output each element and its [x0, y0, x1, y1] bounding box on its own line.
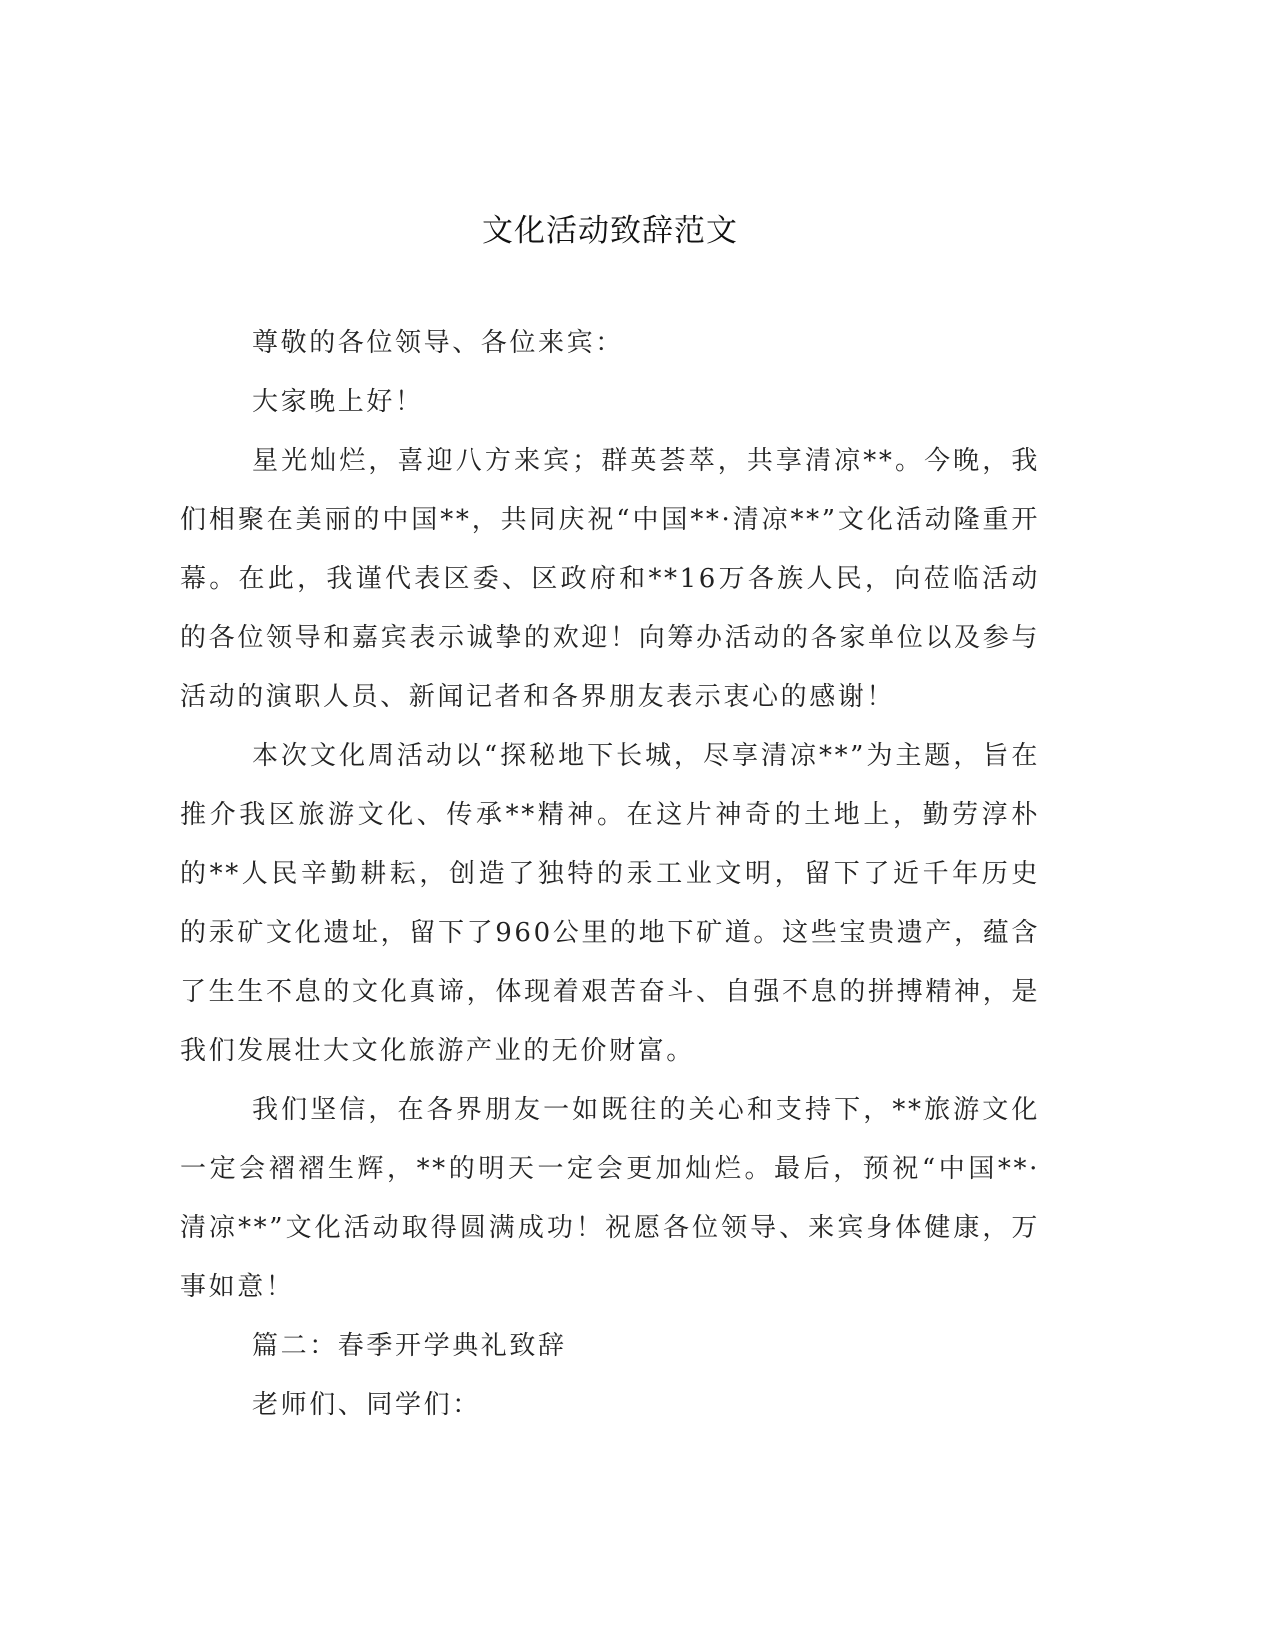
section-heading: 篇二：春季开学典礼致辞	[252, 1331, 567, 1361]
body-paragraph: 我们坚信，在各界朋友一如既往的关心和支持下，**旅游文化一定会褶褶生辉，**的明天一定会更加灿烂。最后，预祝“中国**·清凉**”文化活动取得圆满成功！祝愿各位领导、来宾身体健康，万事如意！	[180, 1095, 1040, 1302]
greeting-paragraph: 大家晚上好！	[252, 387, 424, 417]
document-title: 文化活动致辞范文	[482, 213, 738, 249]
document-page	[180, 0, 1040, 1650]
salutation-paragraph: 尊敬的各位领导、各位来宾：	[252, 328, 624, 358]
body-paragraph: 星光灿烂，喜迎八方来宾；群英荟萃，共享清凉**。今晚，我们相聚在美丽的中国**，共同庆祝“中国**·清凉**”文化活动隆重开幕。在此，我谨代表区委、区政府和**16万各族人民，向莅临活动的各位领导和嘉宾表示诚挚的欢迎！向筹办活动的各家单位以及参与活动的演职人员、新闻记者和各界朋友表示衷心的感谢！	[180, 446, 1040, 712]
document-body	[180, 314, 1040, 1435]
body-paragraph: 本次文化周活动以“探秘地下长城，尽享清凉**”为主题，旨在推介我区旅游文化、传承**精神。在这片神奇的土地上，勤劳淳朴的**人民辛勤耕耘，创造了独特的汞工业文明，留下了近千年历史的汞矿文化遗址，留下了960公里的地下矿道。这些宝贵遗产，蕴含了生生不息的文化真谛，体现着艰苦奋斗、自强不息的拼搏精神，是我们发展壮大文化旅游产业的无价财富。	[180, 741, 1040, 1066]
salutation-paragraph: 老师们、同学们：	[252, 1390, 481, 1420]
